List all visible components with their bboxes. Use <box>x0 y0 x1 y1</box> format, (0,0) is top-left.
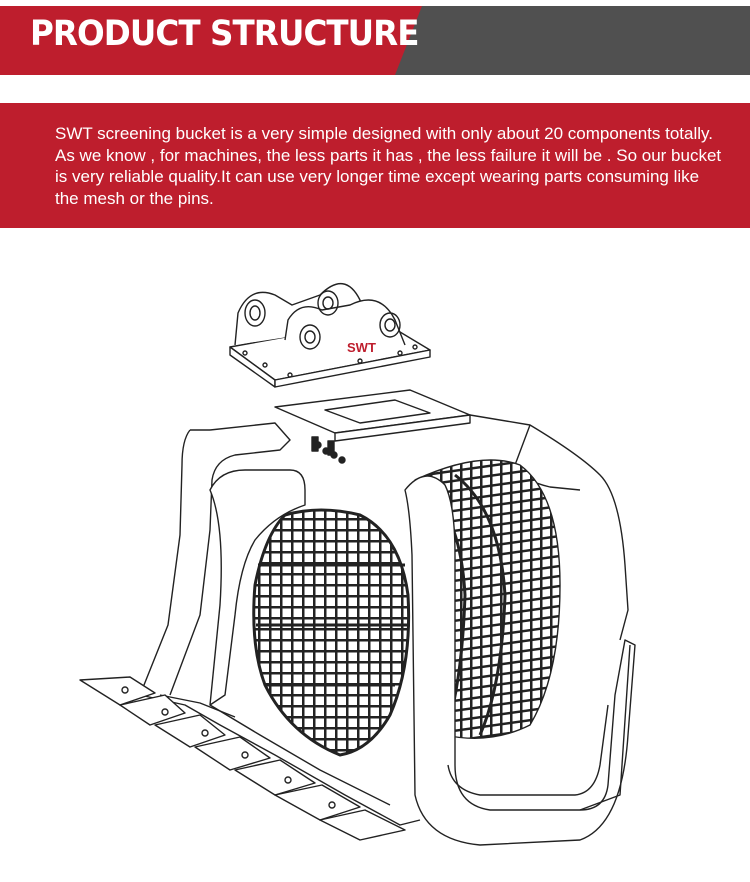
screening-bucket-drawing <box>60 265 680 865</box>
page-title: PRODUCT STRUCTURE <box>30 14 419 54</box>
mounting-plate <box>275 390 470 441</box>
front-drum <box>254 510 410 755</box>
intro-panel <box>0 103 750 228</box>
quick-coupler <box>230 284 430 387</box>
section-header <box>0 0 750 78</box>
intro-paragraph: SWT screening bucket is a very simple designed with only about 20 components totally. As we know , for machines, the less parts it has , the less failure it will be . So our bucket is very reliable quality.It can use very longer time except wearing parts consuming like the mesh or the pins. <box>55 124 722 208</box>
brand-mark-text: SWT <box>347 340 376 355</box>
